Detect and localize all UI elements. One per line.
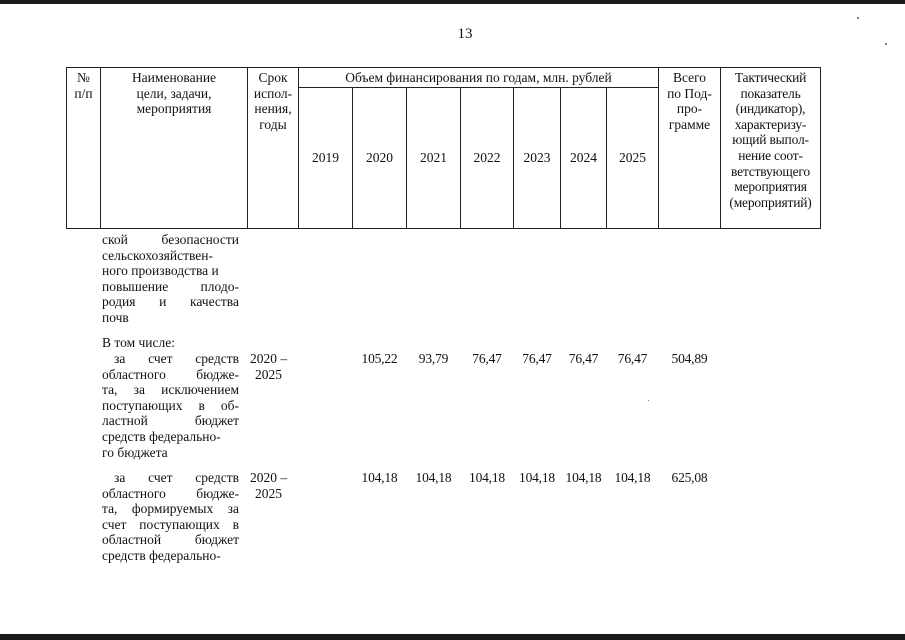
scan-speck [885, 43, 887, 45]
row-term: 2020 – 2025 [250, 470, 288, 501]
header-col-name: Наименование цели, задачи, мероприятия [131, 70, 217, 117]
header-col-total: Всего по Под- про- грамме [667, 70, 712, 132]
header-year: 2022 [473, 150, 501, 165]
row-value-2022: 76,47 [472, 351, 502, 366]
header-year: 2025 [619, 150, 646, 165]
header-col-indicator: Тактический показатель (индикатор), характеризу- ющий выпол- нение соот- ветствующего мероприятия (мероприятий) [729, 70, 812, 210]
row-value-2024: 76,47 [568, 351, 599, 366]
row-value-2021: 104,18 [415, 470, 452, 485]
row-value-2024: 104,18 [565, 470, 602, 485]
row-value-2023: 76,47 [522, 351, 552, 366]
page-number: 13 [457, 26, 473, 42]
scan-speck [857, 17, 859, 19]
header-col-term: Срок испол- нения, годы [253, 70, 293, 132]
row-value-2020: 105,22 [361, 351, 398, 366]
scan-edge-bottom [0, 634, 905, 640]
scan-speck [648, 400, 649, 401]
row-name: за счет средств областного бюдже- та, за исключением поступающих в об- ластной бюджет средств федерально- го бюджета [102, 351, 239, 460]
header-year: 2023 [523, 150, 551, 165]
row-value-2023: 104,18 [519, 470, 555, 485]
row-value-2022: 104,18 [469, 470, 505, 485]
header-year: 2019 [312, 150, 339, 165]
row-value-2020: 104,18 [361, 470, 398, 485]
header-year: 2024 [570, 150, 597, 165]
header-year: 2020 [366, 150, 393, 165]
header-col-funding: Объем финансирования по годам, млн. рублей [345, 70, 612, 85]
header-year: 2021 [420, 150, 447, 165]
including-label: В том числе: [102, 335, 175, 350]
row-value-2025: 76,47 [617, 351, 648, 366]
row-value-2025: 104,18 [614, 470, 651, 485]
continuation-text: ской безопасности сельскохозяйствен- ного производства и повышение плодо- родия и качества почв [102, 232, 239, 325]
header-col-number: № п/п [74, 70, 93, 101]
row-value-2021: 93,79 [418, 351, 449, 366]
row-term: 2020 – 2025 [250, 351, 288, 382]
row-value-total: 625,08 [671, 470, 708, 485]
row-name: за счет средств областного бюдже- та, формируемых за счет поступающих в областной бюджет средств федерально- [102, 470, 239, 563]
row-value-total: 504,89 [671, 351, 708, 366]
scan-edge-top [0, 0, 905, 4]
